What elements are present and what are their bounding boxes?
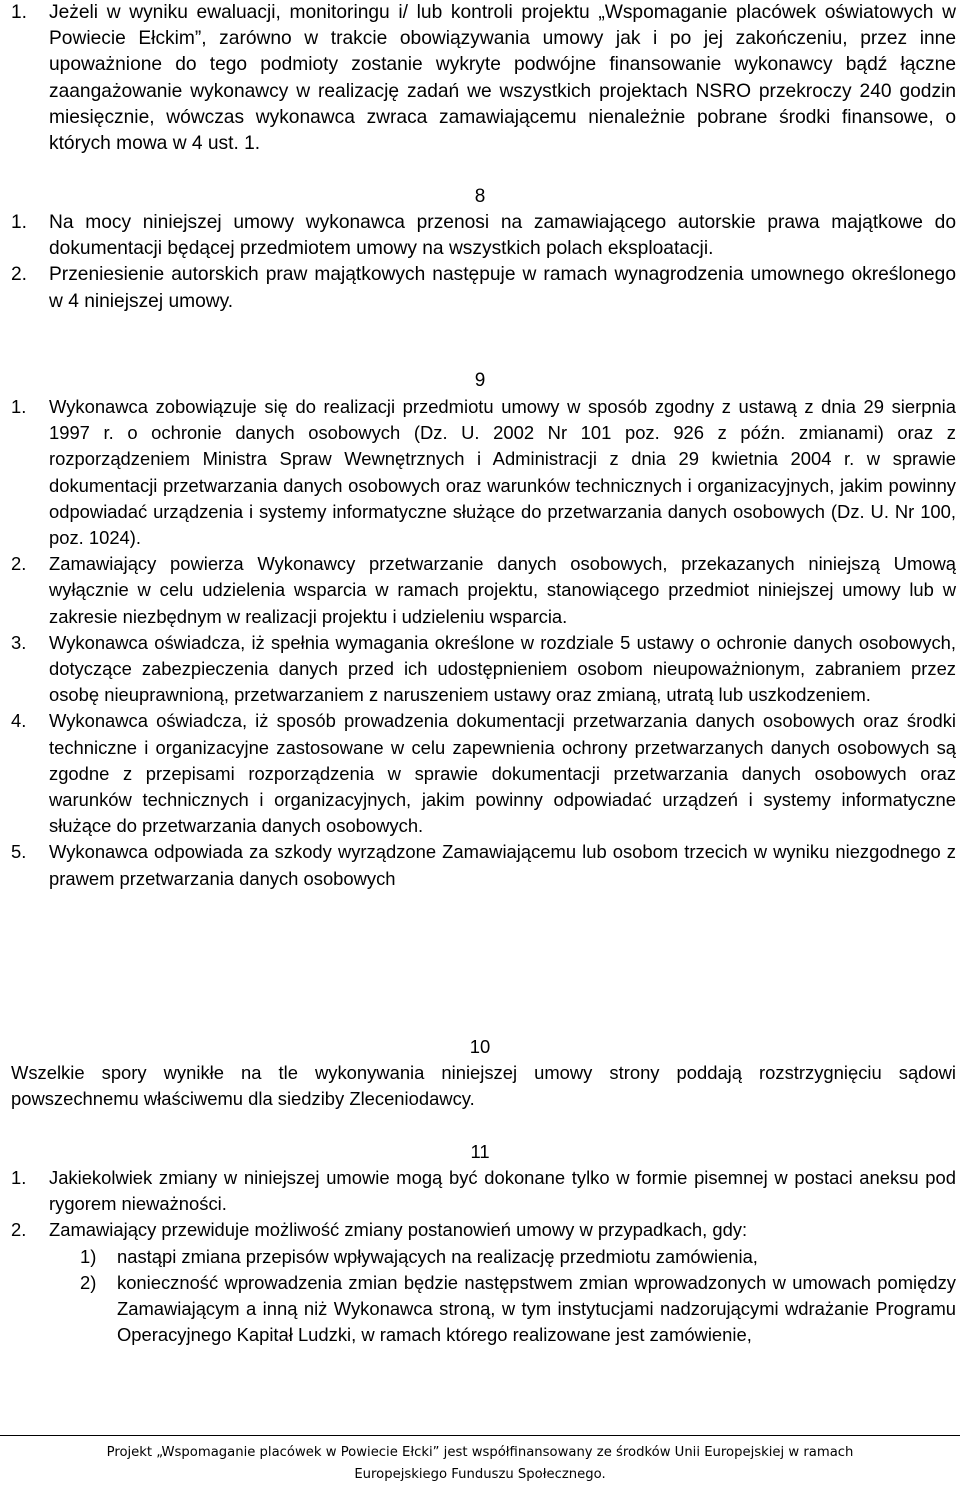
section-number: 8 bbox=[474, 186, 486, 207]
section-11-body bbox=[0, 1165, 960, 1348]
sub-item-number: 2) bbox=[80, 1271, 97, 1293]
item-number: 1. bbox=[11, 1167, 27, 1188]
item-text: Zamawiający powierza Wykonawcy przetwarzanie danych osobowych, przekazanych niniejszą Umową wyłącznie w celu udzielenia wsparcia w ramach projektu, stanowiącego przedmiot niniejszej umowy lub w zakresie niezbędnym w realizacji projektu i udzieleniu wsparcia. bbox=[49, 553, 956, 627]
section-number: 9 bbox=[474, 370, 486, 391]
item-text: Na mocy niniejszej umowy wykonawca przenosi na zamawiającego autorskie prawa majątkowe do dokumentacji będącej przedmiotem umowy na wszystkich polach eksploatacji. bbox=[49, 212, 956, 260]
list-item bbox=[0, 394, 960, 551]
footer-line: Projekt „Wspomaganie placówek w Powiecie Ełcki” jest współfinansowany ze środków Unii Europejskiej w ramach bbox=[106, 1445, 854, 1460]
item-number: 5. bbox=[11, 841, 27, 863]
item-text: Wykonawca oświadcza, iż sposób prowadzenia dokumentacji przetwarzania danych osobowych oraz środki techniczne i organizacyjne zastosowane w celu zapewnienia ochrony przetwarzanych danych osobowych są zgodne z przepisami rozporządzenia w sprawie dokumentacji przetwarzania danych osobowych oraz warunków technicznych i organizacyjnych, jakim powinny odpowiadać urządzeń i systemy informatyczne służące do przetwarzania danych osobowych. bbox=[49, 710, 956, 837]
list-item bbox=[0, 1165, 960, 1217]
list-item bbox=[0, 0, 960, 157]
footer-line: Europejskiego Funduszu Społecznego. bbox=[354, 1466, 606, 1482]
item-number: 2. bbox=[11, 264, 28, 286]
item-number: 3. bbox=[11, 631, 27, 653]
item-text: Wykonawca zobowiązuje się do realizacji przedmiotu umowy w sposób zgodny z ustawą z dnia 29 sierpnia 1997 r. o ochronie danych osobowych (Dz. U. 2002 Nr 101 poz. 926 z późn. zmianami) oraz z rozporządzeniem Ministra Spraw Wewnętrznych i Administracji z dnia 29 kwietnia 2004 r. w sprawie dokumentacji przetwarzania danych osobowych oraz warunków technicznych i organizacyjnych, jakim powinny odpowiadać urządzenia i systemy informatyczne służące do przetwarzania danych osobowych (Dz. U. Nr 100, poz. 1024). bbox=[49, 396, 956, 549]
item-text: Zamawiający przewiduje możliwość zmiany postanowień umowy w przypadkach, gdy: bbox=[49, 1219, 748, 1241]
paragraph: Wszelkie spory wynikłe na tle wykonywania niniejszej umowy strony poddają rozstrzygnięciu sądowi powszechnemu właściwemu dla siedziby Zleceniodawcy. bbox=[11, 1062, 956, 1110]
section-number: 11 bbox=[470, 1141, 490, 1162]
list-item bbox=[0, 551, 960, 630]
item-text: Wykonawca odpowiada za szkody wyrządzone Zamawiającemu lub osobom trzecich w wyniku niezgodnego z prawem przetwarzania danych osobowych bbox=[49, 841, 956, 889]
item-number: 2. bbox=[11, 553, 27, 575]
item-text: Jakiekolwiek zmiany w niniejszej umowie mogą być dokonane tylko w formie pisemnej w postaci aneksu pod rygorem nieważności. bbox=[49, 1167, 956, 1215]
section-number: 10 bbox=[469, 1036, 491, 1057]
item-number: 1. bbox=[11, 2, 28, 23]
list-item bbox=[0, 708, 960, 839]
section-heading-8 bbox=[0, 184, 960, 210]
list-item bbox=[0, 262, 960, 314]
item-text: Wykonawca oświadcza, iż spełnia wymagania określone w rozdziale 5 ustawy o ochronie danych osobowych, dotyczące zabezpieczenia danych przed ich udostępnieniem osobom nieupoważnionym, zabraniem przez osobę nieuprawnioną, przetwarzaniem z naruszeniem ustawy oraz zmianą, utratą lub uszkodzeniem. bbox=[49, 631, 956, 706]
section-heading-11 bbox=[0, 1139, 960, 1165]
section-heading-9 bbox=[0, 368, 960, 394]
item-text: Jeżeli w wyniku ewaluacji, monitoringu i/ lub kontroli projektu „Wspomaganie placówek oświatowych w Powiecie Ełckim”, zarówno w trakcie obowiązywania umowy jak i po jej zakończeniu, przez inne upoważnione do tego podmioty zostanie wykryte podwójne finansowanie wykonawcy bądź łączne zaangażowanie wykonawcy w realizację zadań we wszystkich projektach NSRO przekroczy 240 godzin miesięcznie, wówczas wykonawca zwraca zamawiającemu nienależnie pobrane środki finansowe, o których mowa w 4 ust. 1. bbox=[49, 2, 956, 155]
page-footer bbox=[0, 1435, 960, 1488]
sub-list-item bbox=[0, 1270, 960, 1349]
section-10-body bbox=[0, 1060, 960, 1112]
section-heading-10 bbox=[0, 1034, 960, 1060]
section-8-body bbox=[0, 210, 960, 315]
item-number: 1. bbox=[11, 396, 27, 417]
sub-item-text: konieczność wprowadzenia zmian będzie następstwem zmian wprowadzonych w umowach pomiędzy Zamawiającym a inną niż Wykonawca stroną, w tym instytucjami nadzorującymi wdrażanie Programu Operacyjnego Kapitał Ludzki, w ramach którego realizowane jest zamówienie, bbox=[117, 1271, 956, 1346]
sub-item-text: nastąpi zmiana przepisów wpływających na realizację przedmiotu zamówienia, bbox=[117, 1245, 758, 1267]
item-number: 4. bbox=[11, 710, 27, 732]
list-item bbox=[0, 839, 960, 891]
item-text: Przeniesienie autorskich praw majątkowych następuje w ramach wynagrodzenia umownego określonego w 4 niniejszej umowy. bbox=[49, 264, 956, 312]
item-number: 1. bbox=[11, 212, 28, 233]
continuation-block bbox=[0, 0, 960, 157]
sub-item-number: 1) bbox=[80, 1245, 97, 1267]
list-item bbox=[0, 210, 960, 262]
list-item bbox=[0, 630, 960, 709]
item-number: 2. bbox=[11, 1219, 27, 1241]
section-9-body bbox=[0, 394, 960, 892]
list-item bbox=[0, 1217, 960, 1243]
sub-list-item bbox=[0, 1244, 960, 1270]
